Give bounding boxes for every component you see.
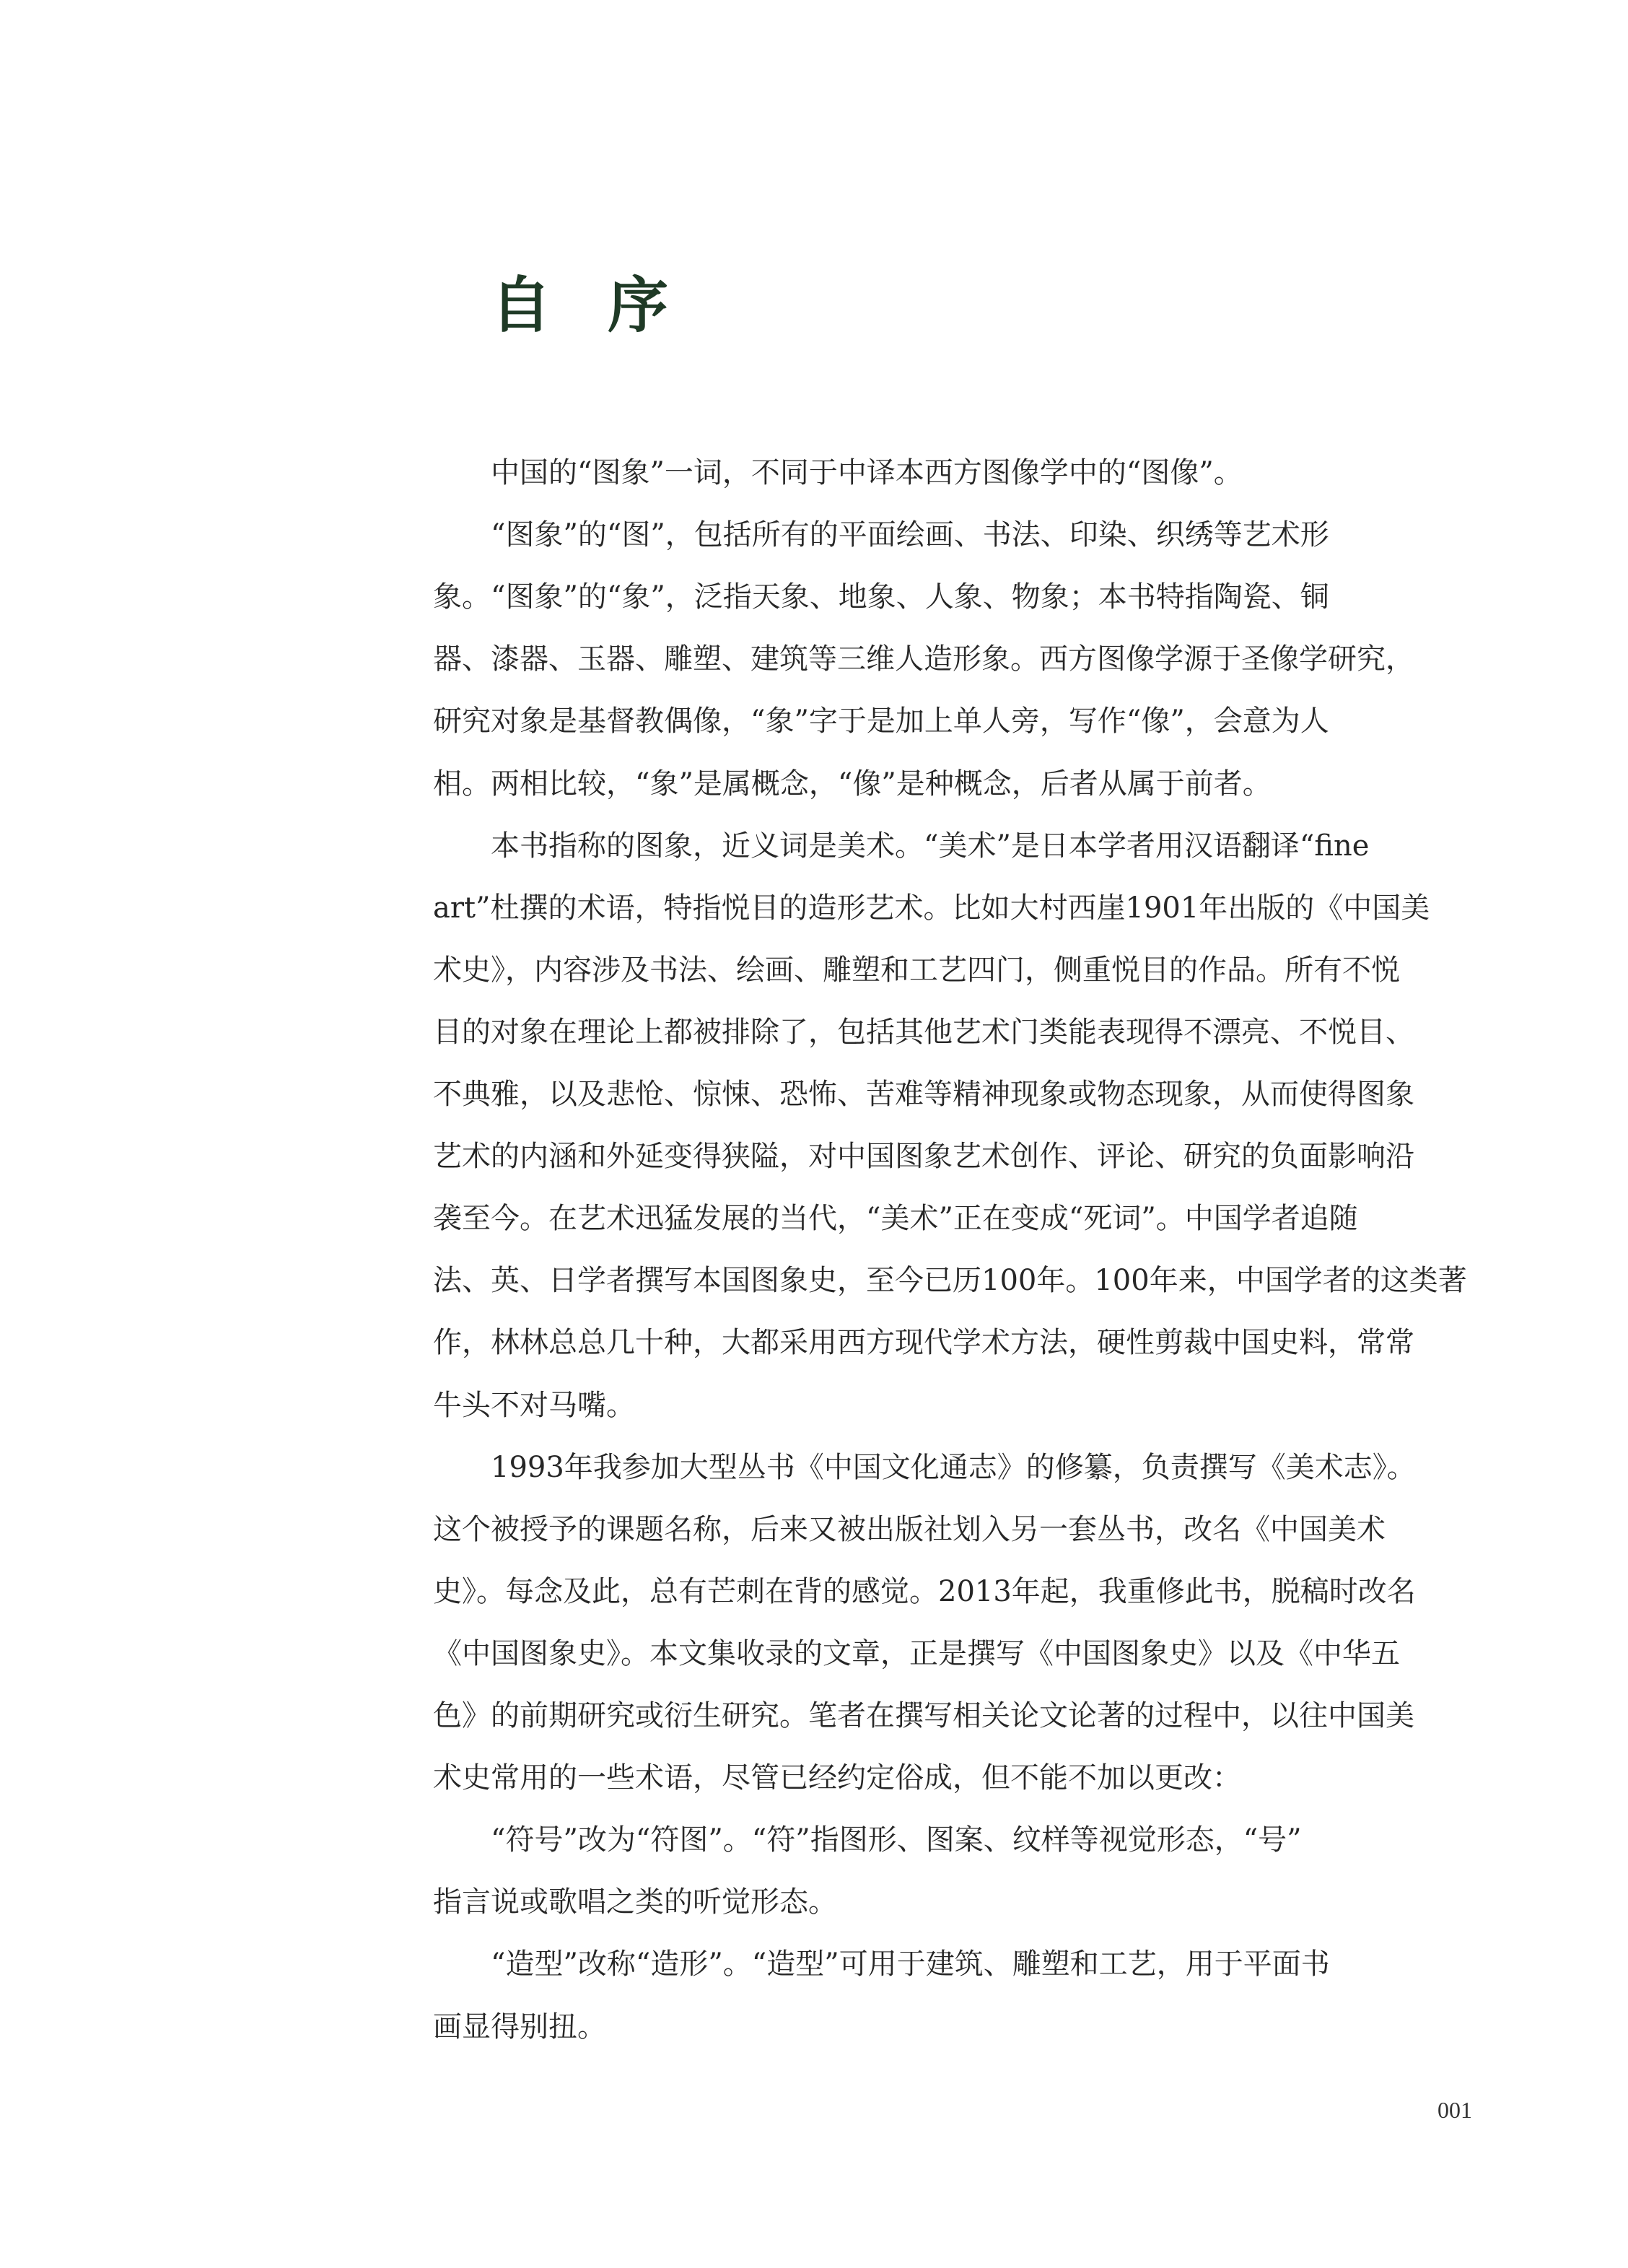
body-line: “图象”的“图”，包括所有的平面绘画、书法、印染、织绣等艺术形	[433, 518, 1329, 552]
title-char-1: 自	[491, 269, 552, 341]
body-line: 《中国图象史》。本文集收录的文章，正是撰写《中国图象史》以及《中华五	[433, 1636, 1400, 1670]
body-line: 相。两相比较，“象”是属概念，“像”是种概念，后者从属于前者。	[433, 767, 1272, 801]
body-line: 1993年我参加大型丛书《中国文化通志》的修纂，负责撰写《美术志》。	[433, 1450, 1416, 1484]
body-line: 画显得别扭。	[433, 2010, 606, 2044]
body-line: art”杜撰的术语，特指悦目的造形艺术。比如大村西崖1901年出版的《中国美	[433, 891, 1430, 925]
body-line: “符号”改为“符图”。“符”指图形、图案、纹样等视觉形态，“号”	[433, 1823, 1302, 1857]
body-line: 不典雅，以及悲怆、惊悚、恐怖、苦难等精神现象或物态现象，从而使得图象	[433, 1078, 1414, 1111]
body-line: 这个被授予的课题名称，后来又被出版社划入另一套丛书，改名《中国美术	[433, 1512, 1386, 1546]
body-line: 器、漆器、玉器、雕塑、建筑等三维人造形象。西方图像学源于圣像学研究，	[433, 642, 1414, 676]
body-line: 色》的前期研究或衍生研究。笔者在撰写相关论文论著的过程中，以往中国美	[433, 1699, 1414, 1732]
body-line: 研究对象是基督教偶像，“象”字于是加上单人旁，写作“像”，会意为人	[433, 705, 1329, 738]
body-line: 术史常用的一些术语，尽管已经约定俗成，但不能不加以更改：	[433, 1761, 1241, 1795]
body-line: 作，林林总总几十种，大都采用西方现代学术方法，硬性剪裁中国史料，常常	[433, 1326, 1414, 1360]
body-line: 袭至今。在艺术迅猛发展的当代，“美术”正在变成“死词”。中国学者追随	[433, 1202, 1358, 1236]
body-line: “造型”改称“造形”。“造型”可用于建筑、雕塑和工艺，用于平面书	[433, 1948, 1330, 1981]
body-line: 中国的“图象”一词，不同于中译本西方图像学中的“图像”。	[433, 456, 1243, 489]
body-line: 法、英、日学者撰写本国图象史，至今已历100年。100年来，中国学者的这类著	[433, 1264, 1467, 1298]
body-line: 象。“图象”的“象”，泛指天象、地象、人象、物象；本书特指陶瓷、铜	[433, 580, 1329, 614]
title-char-2: 序	[608, 269, 669, 341]
body-line: 艺术的内涵和外延变得狭隘，对中国图象艺术创作、评论、研究的负面影响沿	[433, 1140, 1414, 1174]
page-number: 001	[1437, 2097, 1472, 2123]
body-line: 本书指称的图象，近义词是美术。“美术”是日本学者用汉语翻译“fine	[433, 829, 1370, 863]
body-line: 术史》，内容涉及书法、绘画、雕塑和工艺四门，侧重悦目的作品。所有不悦	[433, 953, 1400, 987]
body-line: 史》。每念及此，总有芒刺在背的感觉。2013年起，我重修此书，脱稿时改名	[433, 1574, 1416, 1608]
body-line: 指言说或歌唱之类的听觉形态。	[433, 1885, 837, 1919]
body-line: 牛头不对马嘴。	[433, 1388, 635, 1422]
body-line: 目的对象在理论上都被排除了，包括其他艺术门类能表现得不漂亮、不悦目、	[433, 1015, 1414, 1049]
